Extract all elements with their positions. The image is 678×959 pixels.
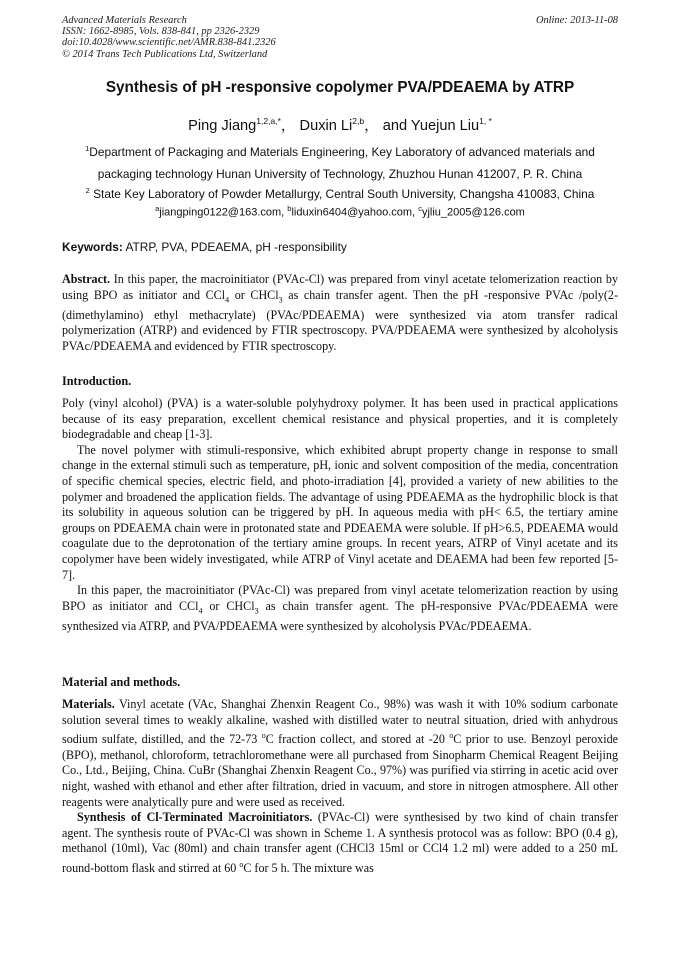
author-1: Ping Jiang: [188, 118, 257, 134]
synthesis-paragraph: [62, 810, 618, 876]
subscript: 3: [278, 295, 283, 304]
intro-paragraph-1: Poly (vinyl alcohol) (PVA) is a water-soluble polyhydroxy polymer. It has been used in practical applications because of its easy preparation, excellent chemical resistance and physical properties, and it is completely biodegradable and cheap [1-3].: [62, 396, 618, 442]
introduction-section: [62, 396, 618, 634]
author-3-marks: 1, *: [479, 116, 492, 127]
materials-label: Materials.: [62, 697, 115, 711]
intro-p3-text-2: or CHCl: [202, 598, 255, 613]
affiliation-2-mark: 2: [85, 186, 90, 195]
email-c-mark: c: [418, 204, 422, 213]
abstract-text-3: as chain transfer agent. Then the pH -responsive PVAc /poly(2-(dimethylamino) ethyl methacrylate) (PVAc/PDEAEMA) were synthesized via atom transfer radical polymerization (ATRP) and evidenced by FTIR spectroscopy. PVA/PDEAEMA were synthesized by alcoholysis PVAc/PDEAEMA and evidenced by FTIR spectroscopy.: [62, 287, 618, 353]
intro-paragraph-3: [62, 583, 618, 634]
synthesis-text-2: C for 5 h. The mixture was: [243, 861, 374, 875]
subscript: 4: [225, 295, 230, 304]
affiliation-1-mark: 1: [85, 144, 90, 153]
materials-text-1: Vinyl acetate (VAc, Shanghai Zhenxin Reagent Co., 98%) was wash it with 10% sodium carbonate solution several times to weakly alkaline, washed with distilled water to neutral situation, dried with anhydrous sodium sulfate, distilled, and the 72-73: [62, 697, 618, 747]
introduction-heading: Introduction.: [62, 374, 132, 388]
author-1-marks: 1,2,a,*: [256, 116, 281, 127]
affiliation-1-line-2: packaging technology Hunan University of Technology, Zhuzhou Hunan 412007, P. R. China: [97, 166, 583, 181]
online-date: Online: 2013-11-08: [535, 15, 618, 26]
methods-section: [62, 697, 618, 877]
abstract-paragraph: [62, 272, 618, 354]
keywords-line: [62, 240, 618, 254]
abstract-text-2: or CHCl: [229, 287, 279, 302]
email-b-mark: b: [287, 204, 292, 213]
degree-mark: o: [449, 731, 454, 741]
author-separator: ，: [364, 118, 379, 134]
paper-title: Synthesis of pH -responsive copolymer PVA/PDEAEMA by ATRP: [105, 79, 575, 96]
affiliation-1-line-1: Department of Packaging and Materials Engineering, Key Laboratory of advanced materials and: [89, 144, 595, 159]
subscript: 4: [198, 606, 203, 616]
author-3: and Yuejun Liu: [382, 118, 480, 134]
methods-heading: Material and methods.: [62, 675, 181, 689]
affiliation-2: [62, 180, 618, 205]
materials-paragraph: [62, 697, 618, 810]
email-a[interactable]: jiangping0122@163.com,: [159, 206, 285, 219]
subscript: 3: [254, 606, 259, 616]
degree-mark: o: [239, 859, 244, 869]
doi-line: doi:10.4028/www.scientific.net/AMR.838-841.2326: [62, 37, 276, 49]
journal-header: [62, 15, 618, 60]
abstract-label: Abstract.: [62, 272, 111, 286]
email-b[interactable]: liduxin6404@yahoo.com,: [291, 206, 416, 219]
issn-line: ISSN: 1662-8985, Vols. 838-841, pp 2326-2329: [62, 26, 260, 38]
email-c[interactable]: yjliu_2005@126.com: [421, 206, 525, 219]
degree-mark: o: [261, 731, 266, 741]
author-2: Duxin Li: [299, 118, 353, 134]
email-a-mark: a: [155, 204, 160, 213]
copyright-line: © 2014 Trans Tech Publications Ltd, Switzerland: [62, 48, 268, 60]
materials-text-2: C fraction collect, and stored at -20: [265, 732, 450, 747]
affiliation-1: [62, 138, 618, 185]
affiliation-2-text: State Key Laboratory of Powder Metallurgy, Central South University, Changsha 410083, China: [93, 186, 595, 201]
author-separator: ，: [280, 118, 296, 134]
abstract-text-1: In this paper, the macroinitiator (PVAc-Cl) was prepared from vinyl acetate telomerization reaction by using BPO as initiator and CCl: [62, 272, 618, 302]
intro-p3-text-1: In this paper, the macroinitiator (PVAc-Cl) was prepared from vinyl acetate telomerization reaction by using BPO as initiator and CCl: [62, 583, 618, 613]
author-2-marks: 2,b: [352, 116, 365, 127]
intro-p3-text-3: as chain transfer agent. The pH-responsive PVAc/PDEAEMA were synthesized via ATRP, and PVA/PDEAEMA were synthesized by alcoholysis PVAc/PDEAEMA.: [62, 598, 619, 633]
synthesis-label: Synthesis of Cl-Terminated Macroinitiators.: [77, 810, 313, 825]
author-list: [62, 114, 618, 135]
journal-name: Advanced Materials Research: [62, 15, 187, 26]
abstract-section: [62, 272, 618, 354]
synthesis-text-1: (PVAc-Cl) were synthesised by two kind of chain transfer agent. The synthesis route of PVAc-Cl was shown in Scheme 1. A synthesis protocol was as follow: BPO (0.4 g), methanol (10ml), Vac (80ml) and chain transfer agent (CHCl3 15ml or CCl4 1.2 ml) were added to a 250 mL round-bottom flask and stirred at 60: [62, 810, 618, 875]
email-list: [62, 204, 618, 219]
intro-paragraph-2: The novel polymer with stimuli-responsive, which exhibited abrupt property change in response to small change in the external stimuli such as temperature, pH, ionic and solvent composition of the media, concentration of specific chemical species, electric field, and photo-irradiation [4], provided a variety of new abilities to the polymer and broadened the application fields. The advantage of using PDEAEMA as the hydrophilic block is that its solubility in aqueous solution can be triggered by pH. In aqueous media with pH< 6.5, the tertiary amine groups on PDEAEMA chain were in protonated state and PDEAEMA were soluble. If pH>6.5, PDEAEMA would coagulate due to the deprotonation of the tertiary amine groups. In recent years, ATRP of Vinyl acetate and its copolymer have been widely investigated, while ATRP of Vinyl acetate and DEAEMA had been few reported [5-7].: [62, 442, 618, 582]
keywords-label: Keywords:: [62, 240, 123, 254]
keywords-text: ATRP, PVA, PDEAEMA, pH -responsibility: [125, 240, 347, 254]
materials-text-3: C prior to use. Benzoyl peroxide (BPO), methanol, chloroform, tetrachloromethane were all purchased from Sinopharm Chemical Reagent Beijing Co., Ltd., Beijing, China. CuBr (Shanghai Zhenxin Reagent Co., 97%) was purified via stirring in acetic acid over night, washed with ethanol and ether after filtration, dried in vacuum, and store in nitrogen atmosphere. All other reagents were analytically pure and were used as received.: [62, 732, 618, 809]
